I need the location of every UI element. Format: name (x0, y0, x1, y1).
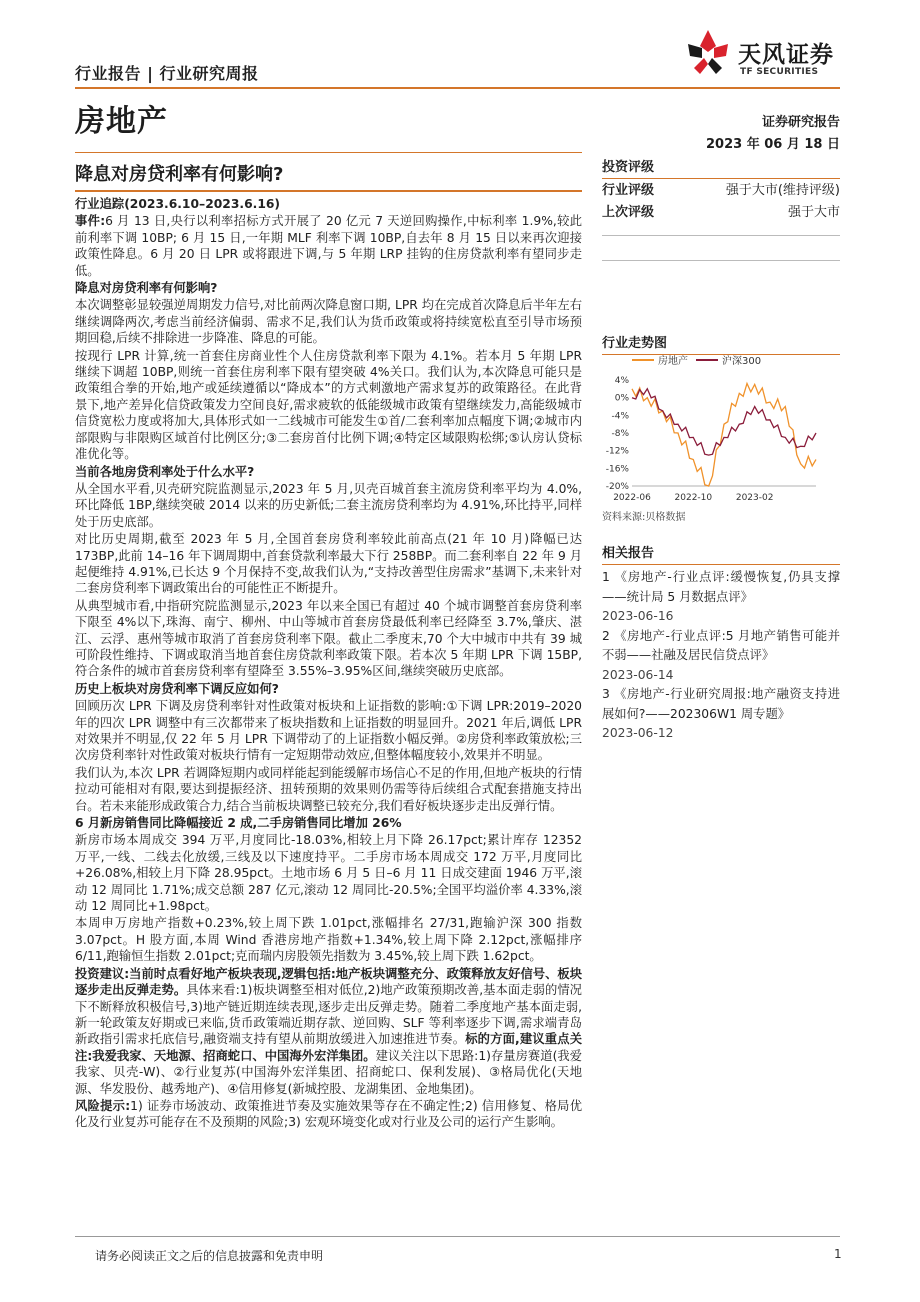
paragraph-1: 本次调整彰显较强逆周期发力信号,对比前两次降息窗口期, LPR 均在完成首次降息后半年左右继续调降两次,考虑当前经济偏弱、需求不足,我们认为货币政策或将持续宽松直至引导市场预期回稳,后续不排除进一步降准、降息的可能。 (75, 298, 582, 346)
trend-chart (602, 350, 840, 502)
section-q1: 降息对房贷利率有何影响? (75, 281, 218, 296)
y-tick-label: -12% (605, 446, 629, 457)
x-tick-label: 2023-02 (735, 493, 774, 502)
industry-rating-row (602, 180, 840, 202)
y-tick-label: 0% (614, 393, 629, 404)
brand-name: 天风证券 (738, 42, 834, 68)
paragraph-2: 按现行 LPR 计算,统一首套住房商业性个人住房贷款利率下限为 4.1%。若本月 5 年期 LPR 继续下调超 10BP,则统一首套住房利率下限有望突破 4%关口。我们认为,本次降息可能只是政策组合拳的开始,地产或延续遵循以“降成本”的方式刺激地产需求复苏的政策路径。在此背景下,地产差异化信贷政策发力空间良好,需求疲软的低能级城市政策有望继续发力,高能级城市信贷宽松力度或将加大,具体形式如一二线城市可能发生①首/二套利率加点幅度下调;②城市内部限购与非限购区域首付比例区分;③二套房首付比例下调;④特定区域限购松绑;⑤认房认贷标准优化等。 (75, 348, 582, 462)
tracking-title: 行业追踪(2023.6.10–2023.6.16) (75, 197, 281, 211)
report-date: 2023 年 06 月 18 日 (706, 137, 840, 152)
page-number: 1 (834, 1247, 842, 1261)
y-tick-label: -8% (611, 429, 629, 439)
prev-rating-label: 上次评级 (602, 205, 655, 220)
risk-paragraph: 风险提示:1) 证券市场波动、政策推进节奏及实施效果等存在不确定性;2) 信用修复、格局优化及行业复苏可能存在不及预期的风险;3) 宏观环境变化或对行业及公司的运行产生影响。 (75, 1098, 582, 1130)
section-sales: 6 月新房销售同比降幅接近 2 成,二手房销售同比增加 26% (75, 816, 402, 831)
header-rule (75, 87, 840, 89)
y-tick-label: -20% (605, 482, 629, 492)
related-panel (602, 542, 840, 744)
y-tick-label: -16% (605, 464, 629, 475)
paragraph-9: 本周申万房地产指数+0.23%,较上周下跌 1.01pct,涨幅排名 27/31,跑输沪深 300 指数 3.07pct。H 股方面,本周 Wind 香港房地产指数+1.34%,较上周下降 2.12pct,涨幅排序 6/11,跑输恒生指数 2.01pct;克而瑞内房股领先指数为 3.45%,较上周下跌 1.62pct。 (75, 916, 582, 964)
related-item[interactable]: 1 《房地产-行业点评:缓慢恢复,仍具支撑——统计局 5 月数据点评》 2023-06-16 (602, 570, 840, 623)
investment-paragraph: 投资建议:当前时点看好地产板块表现,逻辑包括:地产板块调整充分、政策释放友好信号、板块逐步走出反弹走势。具体来看:1)板块调整至相对低位,2)地产政策预期改善,基本面走弱的情况下不断释放积极信号,3)地产链近期连续表现,逐步走出反弹走势。随着二季度地产基本面走弱,新一轮政策友好期或已来临,货币政策端近期存款、逆回购、SLF 等利率逐步下调,需求端青岛新政指引需求托底信号,融资端支持有望从前期放缓进入加速推进节奏。标的方面,建议重点关注:我爱我家、天地源、招商蛇口、中国海外宏洋集团。建议关注以下思路:1)存量房赛道(我爱我家、贝壳-W)、②行业复苏(中国海外宏洋集团、招商蛇口、保利发展)、③格局优化(天地源、华发股份、越秀地产)、④信用修复(新城控股、龙湖集团、金地集团)。 (75, 966, 583, 1096)
headline: 降息对房贷利率有何影响? (75, 164, 284, 185)
industry-rating-label: 行业评级 (602, 183, 655, 198)
paragraph-7: 我们认为,本次 LPR 若调降短期内或同样能起到能缓解市场信心不足的作用,但地产板块的行情拉动可能相对有限,要达到提振经济、扭转预期的效果则仍需等待后续组合式配套措施支持出台。若未来能形成政策合力,结合当前板块调整已较充分,我们看好板块逐步走出反弹行情。 (75, 765, 582, 813)
prev-rating-value: 强于大市 (787, 205, 840, 220)
headline-rule-top (75, 152, 582, 153)
footer-disclaimer: 请务必阅读正文之后的信息披露和免责申明 (95, 1249, 324, 1263)
related-item[interactable]: 3 《房地产-行业研究周报:地产融资支持进展如何?——202306W1 周专题》 2023-06-12 (602, 687, 840, 740)
y-tick-label: 4% (614, 376, 629, 386)
event-paragraph: 事件:6 月 13 日,央行以利率招标方式开展了 20 亿元 7 天逆回购操作,中标利率 1.9%,较此前利率下调 10BP; 6 月 15 日,一年期 MLF 利率下调 10BP,自去年 8 月 15 日以来再次迎接政策性降息。6 月 20 日 LPR 或将跟进下调,与 5 年期 LRP 挂钩的住房贷款利率有望同步走低。 (75, 214, 583, 278)
section-q3: 历史上板块对房贷利率下调反应如何? (75, 681, 279, 696)
tf-logo-icon (680, 24, 736, 80)
brand-name-en: TF SECURITIES (740, 67, 819, 77)
headline-rule-bottom (75, 190, 582, 192)
x-tick-label: 2022-10 (674, 493, 713, 502)
paragraph-5: 从典型城市看,中指研究院监测显示,2023 年以来全国已有超过 40 个城市调整首套房贷利率下限至 4%以下,珠海、南宁、柳州、中山等城市首套房贷最低利率已经降至 3.7%,肇庆、湛江、云浮、惠州等城市取消了首套房贷利率下限。截止二季度末,70 个大中城市中共有 39 城可阶段性维持、下调或取消当地首套住房贷款利率政策下限。若本次 5 年期 LPR 下调 15BP,符合条件的城市首套房贷利率有望降至 3.55%–3.95%区间,继续突破历史底部。 (75, 598, 582, 679)
y-tick-label: -4% (611, 411, 629, 422)
main-body (75, 196, 582, 1132)
report-type: 证券研究报告 (761, 115, 840, 130)
industry-title: 房地产 (75, 104, 168, 139)
related-title: 相关报告 (602, 546, 655, 561)
paragraph-8: 新房市场本周成交 394 万平,月度同比-18.03%,相较上月下降 26.17pct;累计库存 12352 万平,一线、二线去化放缓,三线及以下速度持平。二手房市场本周成交 172 万平,月度同比+26.08%,相较上月下降 28.95pct。土地市场 6 月 5 日–6 月 11 日成交建面 1946 万平,滚动 12 周同比 1.71%;成交总额 287 亿元,滚动 12 周同比-20.5%;全国平均溢价率 4.33%,滚动 12 周同比+1.98pct。 (75, 833, 582, 914)
legend-label: 沪深300 (722, 356, 762, 367)
section-q2: 当前各地房贷利率处于什么水平? (75, 464, 255, 479)
legend-label: 房地产 (658, 356, 688, 367)
trend-title: 行业走势图 (602, 336, 668, 351)
paragraph-6: 回顾历次 LPR 下调及房贷利率针对性政策对板块和上证指数的影响:①下调 LPR:2019–2020 年的四次 LPR 调整中有三次都带来了板块指数和上证指数的明显回升。2021 年后,调低 LPR 对效果并不明显,仅 22 年 5 月 LPR 下调带动了的上证指数小幅反弹。②房贷利率政策放松;三次房贷利率针对性政策对板块行情有一定短期带动效应,但整体幅度较小,效果并不明显。 (75, 699, 582, 763)
prev-rating-row (602, 202, 840, 224)
chart-source: 资料来源:贝格数据 (602, 512, 686, 523)
rating-panel (602, 156, 840, 224)
footer-rule (75, 1236, 840, 1237)
rating-title: 投资评级 (602, 160, 655, 175)
paragraph-4: 对比历史周期,截至 2023 年 5 月,全国首套房贷利率较此前高点(21 年 10 月)降幅已达 173BP,此前 14–16 年下调周期中,首套贷款利率最大下行 258BP。而二套利率自 22 年 9 月起便维持 4.91%,已长达 9 个月保持不变,故我们认为,“支持改善型住房需求”基调下,未来针对二套房贷利率下调政策出台的可能性正不断提升。 (75, 532, 582, 596)
x-tick-label: 2022-06 (613, 493, 651, 502)
industry-rating-value: 强于大市(维持评级) (725, 183, 840, 198)
paragraph-3: 从全国水平看,贝壳研究院监测显示,2023 年 5 月,贝壳百城首套主流房贷利率平均为 4.0%,环比降低 1BP,继续突破 2014 以来的历史新低;二套主流房贷利率均为 4.91%,环比持平,同样处于历史底部。 (75, 481, 582, 529)
related-item[interactable]: 2 《房地产-行业点评:5 月地产销售可能并不弱——社融及居民信贷点评》 2023-06-14 (602, 628, 840, 682)
report-category: 行业报告 | 行业研究周报 (75, 64, 259, 83)
series-line-real-estate (632, 384, 816, 487)
